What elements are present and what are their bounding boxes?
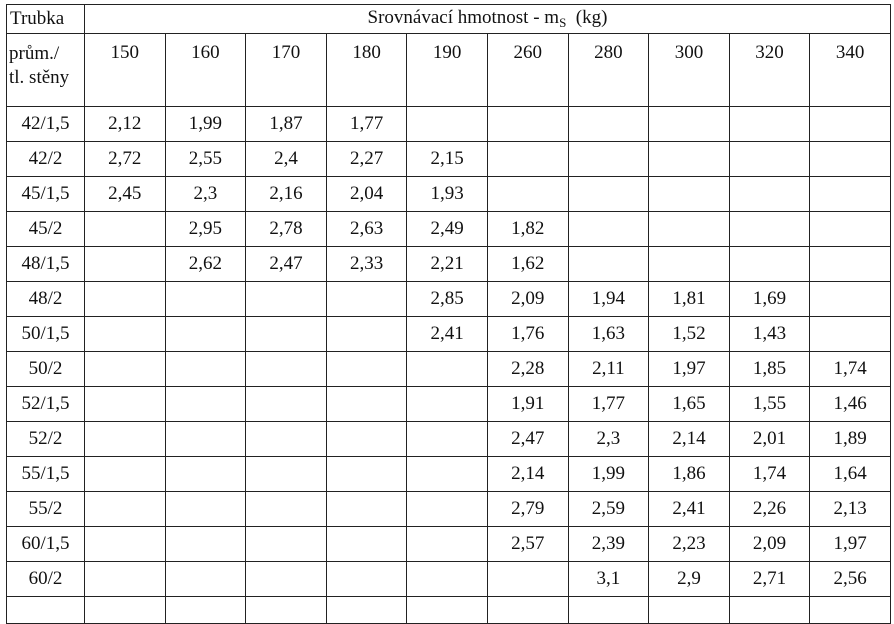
mass-value-cell xyxy=(810,142,891,177)
mass-value-cell: 1,86 xyxy=(649,457,730,492)
empty-cell xyxy=(568,597,649,624)
empty-cell xyxy=(326,597,407,624)
mass-value-cell xyxy=(487,562,568,597)
mass-value-cell: 1,82 xyxy=(487,212,568,247)
mass-value-cell: 2,04 xyxy=(326,177,407,212)
mass-value-cell: 2,23 xyxy=(649,527,730,562)
mass-value-cell: 2,71 xyxy=(729,562,810,597)
mass-value-cell xyxy=(85,422,166,457)
mass-value-cell: 2,27 xyxy=(326,142,407,177)
mass-value-cell xyxy=(810,107,891,142)
mass-value-cell xyxy=(407,527,488,562)
mass-value-cell: 2,78 xyxy=(246,212,327,247)
mass-value-cell: 1,74 xyxy=(729,457,810,492)
pipe-size-cell: 60/2 xyxy=(7,562,85,597)
mass-value-cell xyxy=(407,562,488,597)
mass-value-cell: 2,14 xyxy=(487,457,568,492)
mass-value-cell: 3,1 xyxy=(568,562,649,597)
mass-value-cell: 2,21 xyxy=(407,247,488,282)
mass-value-cell: 2,3 xyxy=(165,177,246,212)
mass-value-cell xyxy=(246,317,327,352)
mass-value-cell xyxy=(649,247,730,282)
mass-value-cell: 2,47 xyxy=(487,422,568,457)
mass-value-cell: 1,64 xyxy=(810,457,891,492)
mass-value-cell: 2,63 xyxy=(326,212,407,247)
mass-value-cell: 1,93 xyxy=(407,177,488,212)
mass-value-cell: 2,41 xyxy=(407,317,488,352)
empty-cell xyxy=(165,597,246,624)
mass-value-cell: 2,09 xyxy=(487,282,568,317)
mass-value-cell: 1,87 xyxy=(246,107,327,142)
document-page xyxy=(6,4,890,592)
mass-value-cell: 2,28 xyxy=(487,352,568,387)
mass-value-cell xyxy=(326,317,407,352)
mass-value-cell: 2,11 xyxy=(568,352,649,387)
mass-value-cell: 1,43 xyxy=(729,317,810,352)
pipe-column-header: Trubka xyxy=(7,5,85,34)
mass-value-cell: 1,89 xyxy=(810,422,891,457)
mass-value-cell: 1,97 xyxy=(649,352,730,387)
table-row xyxy=(7,142,891,177)
mass-value-cell xyxy=(165,422,246,457)
mass-value-cell xyxy=(810,317,891,352)
empty-cell xyxy=(729,597,810,624)
mass-column-header: 170 xyxy=(246,34,327,107)
mass-value-cell: 2,4 xyxy=(246,142,327,177)
pipe-size-cell: 52/1,5 xyxy=(7,387,85,422)
mass-value-cell xyxy=(407,422,488,457)
table-row xyxy=(7,177,891,212)
mass-value-cell xyxy=(85,247,166,282)
mass-value-cell: 1,62 xyxy=(487,247,568,282)
mass-column-header: 260 xyxy=(487,34,568,107)
mass-value-cell xyxy=(85,317,166,352)
table-row xyxy=(7,247,891,282)
empty-row xyxy=(7,597,891,624)
mass-column-header: 160 xyxy=(165,34,246,107)
mass-value-cell xyxy=(246,457,327,492)
mass-value-cell xyxy=(568,142,649,177)
table-row xyxy=(7,282,891,317)
mass-value-cell: 2,39 xyxy=(568,527,649,562)
mass-value-cell: 2,26 xyxy=(729,492,810,527)
table-row xyxy=(7,422,891,457)
mass-value-cell xyxy=(246,527,327,562)
table-row xyxy=(7,212,891,247)
mass-value-cell xyxy=(568,247,649,282)
pipe-size-cell: 42/2 xyxy=(7,142,85,177)
pipe-size-cell: 50/1,5 xyxy=(7,317,85,352)
mass-value-cell: 1,99 xyxy=(568,457,649,492)
mass-value-cell: 2,16 xyxy=(246,177,327,212)
mass-value-cell xyxy=(165,282,246,317)
mass-title-subscript: S xyxy=(559,15,567,30)
mass-value-cell xyxy=(649,107,730,142)
mass-value-cell xyxy=(729,212,810,247)
mass-value-cell xyxy=(165,352,246,387)
mass-value-cell xyxy=(246,282,327,317)
mass-value-cell xyxy=(568,107,649,142)
table-row xyxy=(7,387,891,422)
mass-value-cell: 1,74 xyxy=(810,352,891,387)
mass-value-cell xyxy=(810,282,891,317)
mass-value-cell: 1,77 xyxy=(326,107,407,142)
mass-value-cell: 2,14 xyxy=(649,422,730,457)
pipe-size-cell: 55/1,5 xyxy=(7,457,85,492)
mass-value-cell: 1,63 xyxy=(568,317,649,352)
mass-value-cell: 2,55 xyxy=(165,142,246,177)
mass-value-cell xyxy=(326,422,407,457)
mass-value-cell: 2,9 xyxy=(649,562,730,597)
mass-value-cell xyxy=(326,352,407,387)
mass-value-cell xyxy=(729,142,810,177)
table-row xyxy=(7,107,891,142)
pipe-size-cell: 52/2 xyxy=(7,422,85,457)
mass-value-cell: 2,13 xyxy=(810,492,891,527)
mass-value-cell xyxy=(85,457,166,492)
pipe-size-cell: 42/1,5 xyxy=(7,107,85,142)
mass-column-header: 320 xyxy=(729,34,810,107)
mass-value-cell xyxy=(810,212,891,247)
mass-value-cell xyxy=(326,282,407,317)
mass-value-cell: 1,91 xyxy=(487,387,568,422)
mass-column-header: 280 xyxy=(568,34,649,107)
mass-column-header: 340 xyxy=(810,34,891,107)
mass-value-cell xyxy=(165,562,246,597)
mass-value-cell xyxy=(407,492,488,527)
mass-value-cell xyxy=(729,177,810,212)
mass-value-cell: 2,59 xyxy=(568,492,649,527)
mass-value-cell: 2,3 xyxy=(568,422,649,457)
mass-title-text: Srovnávací hmotnost - m xyxy=(367,7,560,28)
mass-value-cell xyxy=(326,387,407,422)
mass-value-cell xyxy=(568,177,649,212)
mass-value-cell: 1,76 xyxy=(487,317,568,352)
mass-value-cell xyxy=(810,247,891,282)
mass-value-cell: 2,85 xyxy=(407,282,488,317)
mass-value-cell: 2,41 xyxy=(649,492,730,527)
mass-value-cell: 2,47 xyxy=(246,247,327,282)
mass-value-cell xyxy=(407,107,488,142)
mass-value-cell: 2,12 xyxy=(85,107,166,142)
mass-value-cell xyxy=(165,457,246,492)
table-row xyxy=(7,492,891,527)
mass-value-cell xyxy=(85,352,166,387)
mass-value-cell xyxy=(326,562,407,597)
mass-value-cell xyxy=(810,177,891,212)
mass-value-cell xyxy=(246,387,327,422)
column-header-row xyxy=(7,34,891,107)
mass-value-cell xyxy=(649,177,730,212)
comparison-weight-table xyxy=(6,4,891,624)
mass-value-cell: 1,77 xyxy=(568,387,649,422)
mass-value-cell xyxy=(246,562,327,597)
mass-value-cell xyxy=(487,107,568,142)
pipe-size-cell: 45/2 xyxy=(7,212,85,247)
empty-cell xyxy=(810,597,891,624)
mass-value-cell: 1,85 xyxy=(729,352,810,387)
mass-value-cell xyxy=(165,317,246,352)
mass-value-cell xyxy=(85,282,166,317)
mass-value-cell xyxy=(649,212,730,247)
mass-value-cell: 2,62 xyxy=(165,247,246,282)
table-row xyxy=(7,317,891,352)
mass-value-cell: 1,52 xyxy=(649,317,730,352)
empty-cell xyxy=(7,597,85,624)
mass-value-cell: 1,65 xyxy=(649,387,730,422)
mass-value-cell: 2,56 xyxy=(810,562,891,597)
pipe-size-cell: 48/1,5 xyxy=(7,247,85,282)
mass-value-cell xyxy=(649,142,730,177)
mass-value-cell xyxy=(246,352,327,387)
mass-value-cell: 2,09 xyxy=(729,527,810,562)
mass-column-header: 150 xyxy=(85,34,166,107)
mass-value-cell xyxy=(246,492,327,527)
pipe-size-cell: 50/2 xyxy=(7,352,85,387)
mass-title-unit: (kg) xyxy=(575,7,608,28)
mass-column-header: 300 xyxy=(649,34,730,107)
thickness-label: tl. stěny xyxy=(9,67,70,88)
mass-value-cell xyxy=(729,107,810,142)
mass-value-cell: 1,69 xyxy=(729,282,810,317)
mass-value-cell: 2,45 xyxy=(85,177,166,212)
mass-value-cell: 2,33 xyxy=(326,247,407,282)
mass-value-cell xyxy=(568,212,649,247)
mass-value-cell xyxy=(85,212,166,247)
mass-value-cell: 1,94 xyxy=(568,282,649,317)
mass-value-cell xyxy=(85,562,166,597)
mass-value-cell: 1,99 xyxy=(165,107,246,142)
empty-cell xyxy=(407,597,488,624)
mass-column-header: 180 xyxy=(326,34,407,107)
empty-cell xyxy=(246,597,327,624)
mass-value-cell xyxy=(165,492,246,527)
mass-value-cell: 2,15 xyxy=(407,142,488,177)
mass-value-cell xyxy=(407,352,488,387)
mass-value-cell: 1,97 xyxy=(810,527,891,562)
mass-value-cell: 2,79 xyxy=(487,492,568,527)
mass-title-cell xyxy=(85,5,891,34)
pipe-size-cell: 60/1,5 xyxy=(7,527,85,562)
mass-value-cell: 1,81 xyxy=(649,282,730,317)
mass-value-cell: 2,57 xyxy=(487,527,568,562)
mass-value-cell xyxy=(85,387,166,422)
table-row xyxy=(7,527,891,562)
pipe-size-cell: 45/1,5 xyxy=(7,177,85,212)
table-row xyxy=(7,352,891,387)
pipe-size-cell: 55/2 xyxy=(7,492,85,527)
mass-value-cell xyxy=(407,387,488,422)
mass-value-cell xyxy=(326,457,407,492)
mass-value-cell: 1,46 xyxy=(810,387,891,422)
mass-value-cell: 2,49 xyxy=(407,212,488,247)
diameter-label: prům./ xyxy=(9,43,60,64)
mass-value-cell: 2,01 xyxy=(729,422,810,457)
mass-value-cell xyxy=(487,177,568,212)
mass-value-cell xyxy=(165,527,246,562)
mass-value-cell xyxy=(326,492,407,527)
diameter-thickness-header xyxy=(7,34,85,107)
mass-value-cell xyxy=(729,247,810,282)
empty-cell xyxy=(487,597,568,624)
mass-value-cell xyxy=(85,492,166,527)
mass-value-cell xyxy=(85,527,166,562)
table-row xyxy=(7,562,891,597)
mass-value-cell: 1,55 xyxy=(729,387,810,422)
table-title-row xyxy=(7,5,891,34)
mass-value-cell xyxy=(326,527,407,562)
pipe-size-cell: 48/2 xyxy=(7,282,85,317)
mass-value-cell: 2,95 xyxy=(165,212,246,247)
empty-cell xyxy=(649,597,730,624)
empty-cell xyxy=(85,597,166,624)
mass-value-cell xyxy=(407,457,488,492)
table-row xyxy=(7,457,891,492)
mass-column-header: 190 xyxy=(407,34,488,107)
mass-value-cell xyxy=(246,422,327,457)
mass-value-cell: 2,72 xyxy=(85,142,166,177)
mass-value-cell xyxy=(487,142,568,177)
mass-value-cell xyxy=(165,387,246,422)
